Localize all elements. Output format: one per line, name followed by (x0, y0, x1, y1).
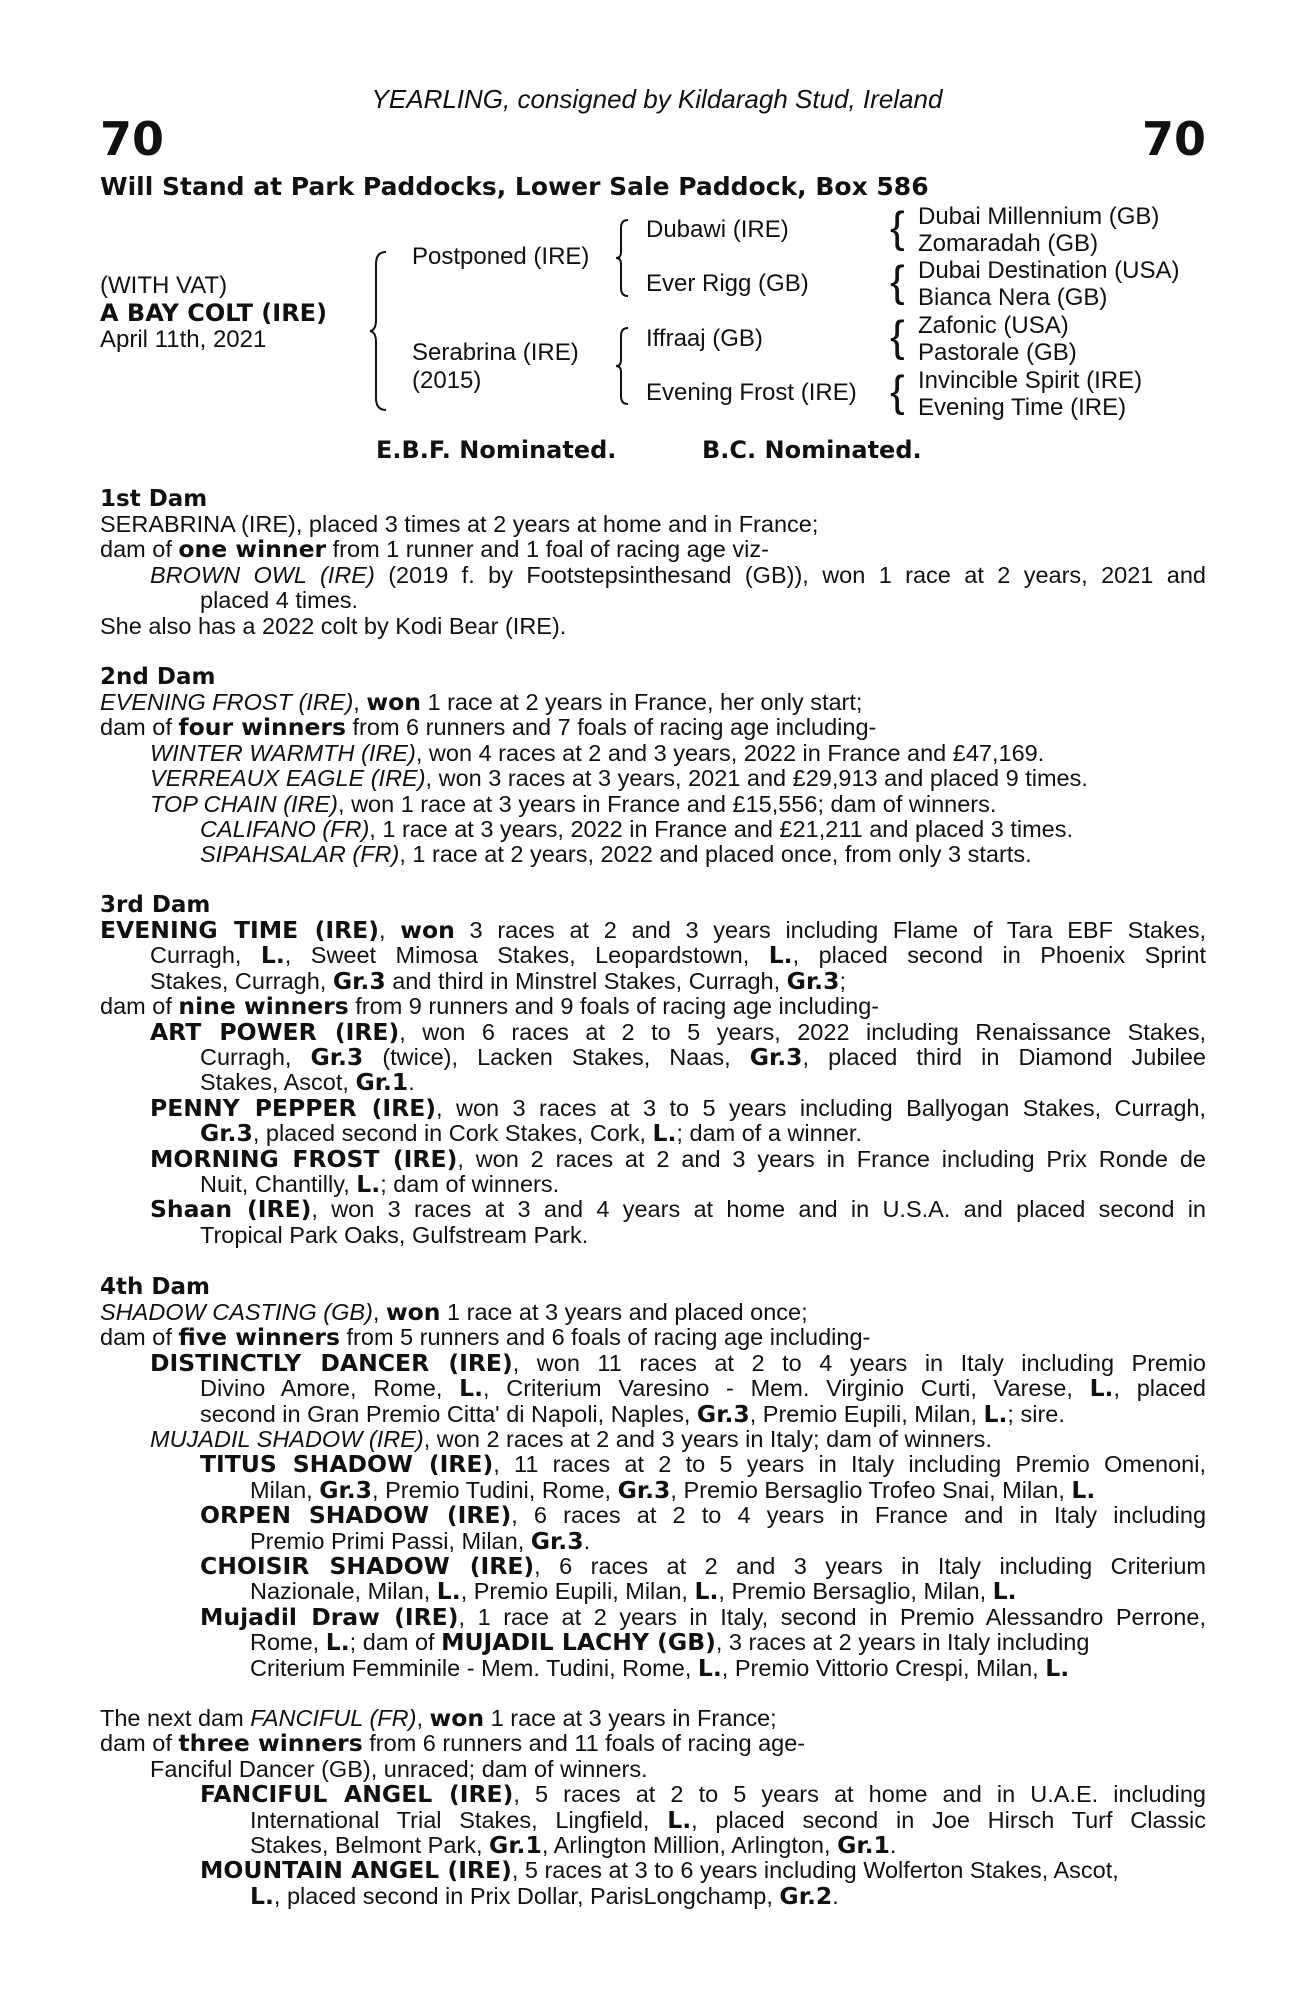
text-line: MORNING FROST (IRE), won 2 races at 2 and 3 years in France including Prix Ronde de (150, 1144, 1206, 1173)
foaling-date: April 11th, 2021 (100, 326, 267, 353)
first-dam-section (100, 486, 1206, 639)
text-line: Nazionale, Milan, L., Premio Eupili, Milan, L., Premio Bersaglio, Milan, L. (250, 1577, 1017, 1606)
bc-nomination: B.C. Nominated. (702, 436, 922, 464)
text-line: Curragh, L., Sweet Mimosa Stakes, Leopardstown, L., placed second in Phoenix Sprint (150, 941, 1206, 970)
brace-dam (614, 326, 632, 406)
text-line: placed 4 times. (200, 587, 359, 614)
text-line: Gr.3, placed second in Cork Stakes, Cork, L.; dam of a winner. (200, 1119, 862, 1148)
sdd: Bianca Nera (GB) (918, 284, 1108, 311)
text-line: PENNY PEPPER (IRE), won 3 races at 3 to 5 years including Ballyogan Stakes, Curragh, (150, 1093, 1206, 1122)
text-line: dam of one winner from 1 runner and 1 foal of racing age viz- (100, 535, 769, 564)
text-line: Curragh, Gr.3 (twice), Lacken Stakes, Naas, Gr.3, placed third in Diamond Jubilee (200, 1043, 1206, 1072)
ssd: Zomaradah (GB) (918, 230, 1099, 257)
text-line: Criterium Femminile - Mem. Tudini, Rome, L., Premio Vittorio Crespi, Milan, L. (250, 1653, 1070, 1682)
vat-note: (WITH VAT) (100, 272, 228, 299)
dss: Zafonic (USA) (918, 312, 1069, 339)
brace-4a: { (890, 203, 905, 252)
text-line: SERABRINA (IRE), placed 3 times at 2 years at home and in France; (100, 511, 819, 537)
fourth-dam-section (100, 1274, 1206, 1681)
brace-4b: { (890, 257, 905, 306)
text-line: She also has a 2022 colt by Kodi Bear (IRE). (100, 612, 567, 639)
dds: Invincible Spirit (IRE) (918, 367, 1143, 394)
text-line: TITUS SHADOW (IRE), 11 races at 2 to 5 years in Italy including Premio Omenoni, (200, 1450, 1206, 1479)
text-line: second in Gran Premio Citta' di Napoli, Naples, Gr.3, Premio Eupili, Milan, L.; sire. (200, 1399, 1065, 1428)
brace-4c: { (890, 312, 905, 361)
dsd: Pastorale (GB) (918, 339, 1077, 366)
text-line: Stakes, Ascot, Gr.1. (200, 1068, 415, 1097)
ddd: Evening Time (IRE) (918, 394, 1127, 421)
text-line: CHOISIR SHADOW (IRE), 6 races at 2 and 3 years in Italy including Criterium (200, 1552, 1206, 1581)
text-line: DISTINCTLY DANCER (IRE), won 11 races at 2 to 4 years in Italy including Premio (150, 1348, 1206, 1377)
sds: Dubai Destination (USA) (918, 257, 1180, 284)
text-line: TOP CHAIN (IRE), won 1 race at 3 years in France and £15,556; dam of winners. (150, 790, 997, 817)
section-title: 3rd Dam (100, 892, 211, 918)
brace-main (368, 250, 390, 412)
section-title: 2nd Dam (100, 664, 216, 690)
text-line: Milan, Gr.3, Premio Tudini, Rome, Gr.3, Premio Bersaglio Trofeo Snai, Milan, L. (250, 1475, 1096, 1504)
text-line: ORPEN SHADOW (IRE), 6 races at 2 to 4 years in France and in Italy including (200, 1501, 1207, 1530)
next-dam-section (100, 1706, 1206, 1909)
lot-number-left: 70 (100, 112, 165, 166)
ebf-nomination: E.B.F. Nominated. (376, 436, 617, 464)
dam-dam: Evening Frost (IRE) (646, 379, 857, 406)
text-line: EVENING TIME (IRE), won 3 races at 2 and 3 years including Flame of Tara EBF Stakes, (100, 916, 1207, 944)
text-line: CALIFANO (FR), 1 race at 3 years, 2022 in France and £21,211 and placed 3 times. (200, 816, 1074, 843)
text-line: FANCIFUL ANGEL (IRE), 5 races at 2 to 5 years at home and in U.A.E. including (200, 1780, 1207, 1809)
text-line: Tropical Park Oaks, Gulfstream Park. (200, 1221, 589, 1248)
horse-name: A BAY COLT (IRE) (100, 299, 328, 327)
sire-dam: Ever Rigg (GB) (646, 270, 809, 297)
second-dam-section (100, 664, 1206, 868)
dam-year: (2015) (412, 367, 482, 394)
text-line: VERREAUX EAGLE (IRE), won 3 races at 3 years, 2021 and £29,913 and placed 9 times. (150, 765, 1088, 792)
text-line: dam of three winners from 6 runners and 11 foals of racing age- (100, 1729, 806, 1758)
text-line: dam of five winners from 5 runners and 6 foals of racing age including- (100, 1323, 871, 1352)
text-line: dam of four winners from 6 runners and 7 foals of racing age including- (100, 713, 877, 742)
text-line: Divino Amore, Rome, L., Criterium Varesino - Mem. Virginio Curti, Varese, L., placed (200, 1374, 1206, 1403)
text-line: MUJADIL SHADOW (IRE), won 2 races at 2 and 3 years in Italy; dam of winners. (150, 1426, 992, 1453)
brace-4d: { (890, 367, 905, 416)
sire-sire: Dubawi (IRE) (646, 216, 789, 243)
brace-sire (614, 218, 632, 298)
dam: Serabrina (IRE) (412, 339, 579, 366)
dam-sire: Iffraaj (GB) (646, 325, 763, 352)
text-line: Stakes, Belmont Park, Gr.1, Arlington Million, Arlington, Gr.1. (250, 1831, 897, 1860)
text-line: International Trial Stakes, Lingfield, L., placed second in Joe Hirsch Turf Classic (250, 1805, 1207, 1834)
text-line: Premio Primi Passi, Milan, Gr.3. (250, 1526, 591, 1555)
third-dam-section (100, 892, 1206, 1248)
text-line: EVENING FROST (IRE), won 1 race at 2 years in France, her only start; (100, 688, 863, 716)
text-line: MOUNTAIN ANGEL (IRE), 5 races at 3 to 6 years including Wolferton Stakes, Ascot, (200, 1856, 1119, 1885)
text-line: Shaan (IRE), won 3 races at 3 and 4 years at home and in U.S.A. and placed second in (150, 1195, 1206, 1224)
text-line: SIPAHSALAR (FR), 1 race at 2 years, 2022 and placed once, from only 3 starts. (200, 841, 1032, 868)
text-line: Rome, L.; dam of MUJADIL LACHY (GB), 3 races at 2 years in Italy including (250, 1628, 1090, 1657)
text-line: Fanciful Dancer (GB), unraced; dam of winners. (150, 1755, 648, 1782)
text-line: SHADOW CASTING (GB), won 1 race at 3 years and placed once; (100, 1298, 808, 1326)
text-line: ART POWER (IRE), won 6 races at 2 to 5 years, 2022 including Renaissance Stakes, (150, 1017, 1207, 1046)
lot-number-right: 70 (1141, 112, 1206, 166)
text-line: Mujadil Draw (IRE), 1 race at 2 years in Italy, second in Premio Alessandro Perrone, (200, 1602, 1206, 1631)
sss: Dubai Millennium (GB) (918, 203, 1160, 230)
text-line: L., placed second in Prix Dollar, ParisLongchamp, Gr.2. (250, 1881, 839, 1910)
sire: Postponed (IRE) (412, 243, 590, 270)
text-line: The next dam FANCIFUL (FR), won 1 race at 3 years in France; (100, 1704, 777, 1732)
text-line: Stakes, Curragh, Gr.3 and third in Minstrel Stakes, Curragh, Gr.3; (150, 966, 846, 995)
section-title: 4th Dam (100, 1274, 210, 1300)
text-line: dam of nine winners from 9 runners and 9 foals of racing age including- (100, 992, 880, 1021)
text-line: BROWN OWL (IRE) (2019 f. by Footstepsinthesand (GB)), won 1 race at 2 years, 2021 and (150, 561, 1206, 588)
section-title: 1st Dam (100, 486, 208, 512)
text-line: WINTER WARMTH (IRE), won 4 races at 2 and 3 years, 2022 in France and £47,169. (150, 739, 1045, 766)
stand-location: Will Stand at Park Paddocks, Lower Sale Paddock, Box 586 (100, 172, 929, 201)
consignment-header: YEARLING, consigned by Kildaragh Stud, Ireland (371, 84, 943, 114)
text-line: Nuit, Chantilly, L.; dam of winners. (200, 1170, 560, 1199)
